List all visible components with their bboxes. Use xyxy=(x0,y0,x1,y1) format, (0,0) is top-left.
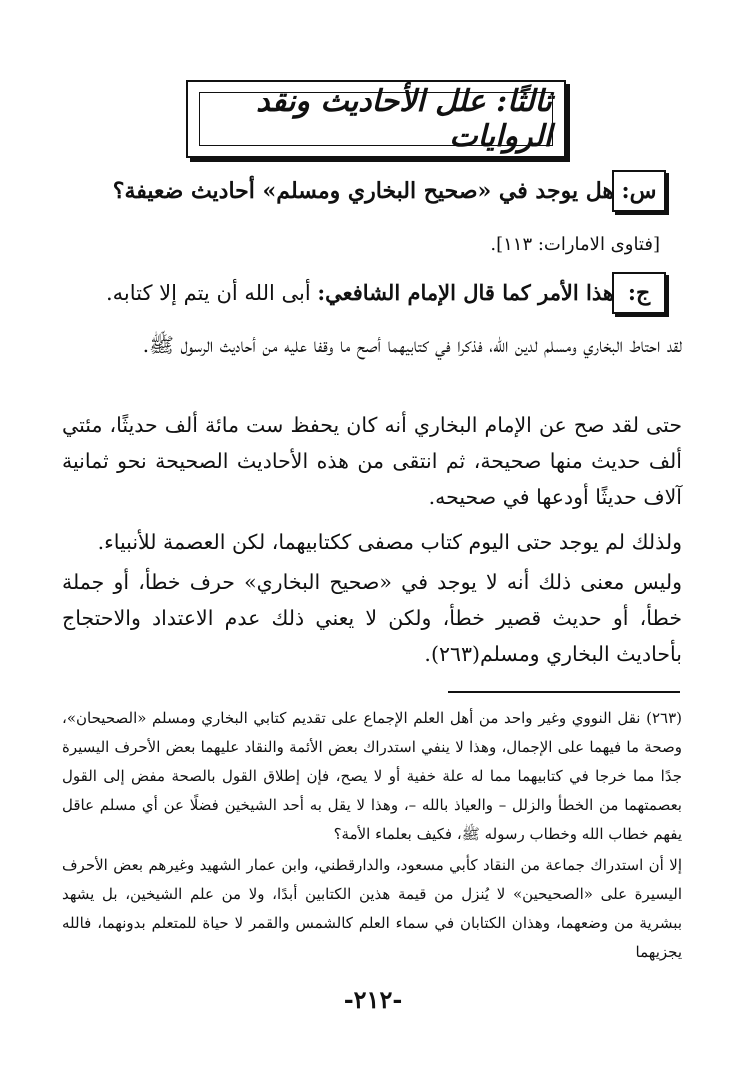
paragraph-2: حتى لقد صح عن الإمام البخاري أنه كان يحفظ ست مائة ألف حديثًا، مئتي ألف حديث منها صحيحة، ثم انتقى من هذه الأحاديث الصحيحة نحو ثمانية آلاف حديثًا أودعها في صحيحه. xyxy=(62,413,682,509)
source-reference: [فتاوى الامارات: ١١٣]. xyxy=(490,234,660,255)
footnote-263-continued: إلا أن استدراك جماعة من النقاد كأبي مسعود، والدارقطني، وابن عمار الشهيد وغيرهم بعض الأحرف اليسيرة على «الصحيحين» لا يُنزل من قيمة هذين الكتابين أبدًا، ولا من علم الشيخين، بل يشهد ببشرية من وضعهما، وهذان الكتابان في سماء العلم كالشمس والقمر لا حياة للمتعلم بدونهما، فالله يجزيهما xyxy=(62,856,682,961)
paragraph-4: وليس معنى ذلك أنه لا يوجد في «صحيح البخاري» حرف خطأ، أو جملة خطأ، أو حديث قصير خطأ، ولكن لا يعني ذلك عدم الاعتداد والاحتجاج بأحاديث البخاري ومسلم(٢٦٣). xyxy=(62,570,682,666)
footnote-263: (٢٦٣) نقل النووي وغير واحد من أهل العلم الإجماع على تقديم كتابي البخاري ومسلم «الصحيحان»، وصحة ما فيهما على الإجمال، وهذا لا ينفي استدراك بعض الأئمة والنقاد عليهما بعض الأحرف اليسيرة جدًا مما خرجا في كتابيهما مما له علة خفية أو لا يصح، فإن إطلاق القول بالصحة مفض إلى القول بعصمتهما من الخطأ والزلل – والعياذ بالله –، وهذا لا يقل به أحد الشيخين فضلًا عن أي مسلم عاقل يفهم خطاب الله وخطاب رسوله ﷺ، فكيف بعلماء الأمة؟ xyxy=(62,709,682,843)
question-badge: س: xyxy=(612,170,666,212)
answer-quote: أبى الله أن يتم إلا كتابه. xyxy=(105,281,311,305)
footnotes xyxy=(62,704,682,967)
answer-opening xyxy=(106,280,614,305)
footnote-separator xyxy=(448,691,680,693)
paragraph-3: ولذلك لم يوجد حتى اليوم كتاب مصفى ككتابيهما، لكن العصمة للأنبياء. xyxy=(97,530,682,554)
page-number: -٢١٢- xyxy=(343,985,403,1014)
answer-badge: ج: xyxy=(612,272,666,314)
section-title-frame xyxy=(186,80,566,158)
paragraph-1: لقد احتاط البخاري ومسلم لدين الله، فذكرا في كتابيهما أصح ما وقفا عليه من أحاديث الرسول ﷺ. xyxy=(142,333,682,357)
answer-lead: هذا الأمر كما قال الإمام الشافعي: xyxy=(317,280,614,305)
question-text: هل يوجد في «صحيح البخاري ومسلم» أحاديث ضعيفة؟ xyxy=(112,178,614,204)
section-title: ثالثًا: علل الأحاديث ونقد الروايات xyxy=(199,92,553,146)
